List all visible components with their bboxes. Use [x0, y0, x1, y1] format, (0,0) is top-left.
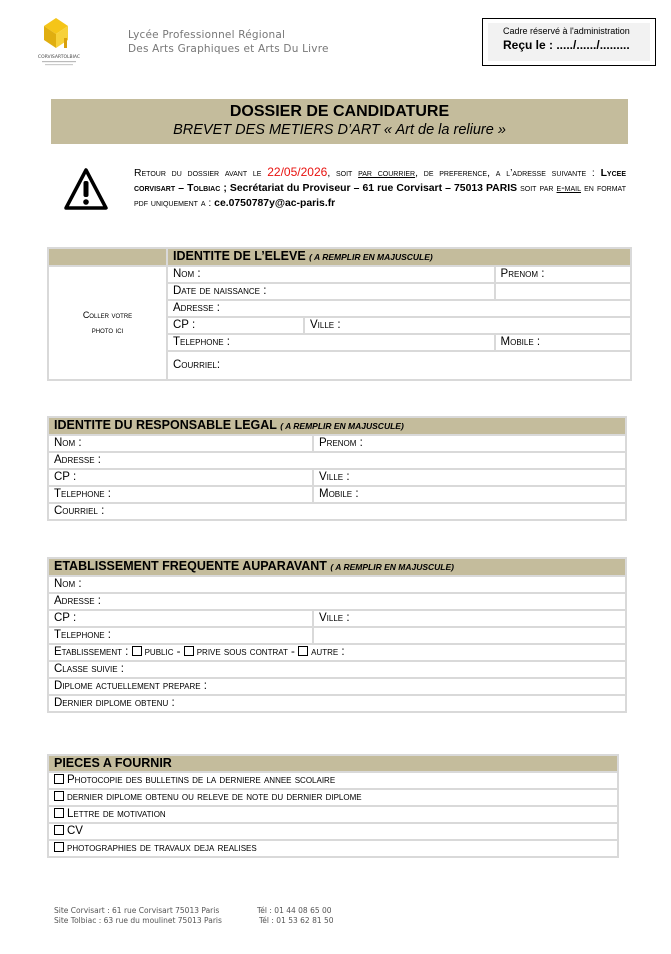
guardian-city-field[interactable]: Ville : — [313, 469, 626, 486]
document-checkbox[interactable] — [54, 825, 64, 835]
student-email-field[interactable]: Courriel: — [167, 351, 631, 380]
previous-school-table: ETABLISSEMENT FREQUENTE AUPARAVANT ( A REMPLIR EN MAJUSCULE) Nom : Adresse : CP : Ville : Telephone : Etablissement : public - prive sous contrat - autre : Classe suivie : Diplome actuellement prepare : Dernier diplome obtenu : — [47, 557, 627, 713]
guardian-section-title: IDENTITE DU RESPONSABLE LEGAL — [54, 418, 277, 432]
school-address-field[interactable]: Adresse : — [48, 593, 626, 610]
previous-school-section-title: ETABLISSEMENT FREQUENTE AUPARAVANT — [54, 559, 327, 573]
documents-table — [47, 754, 619, 858]
photo-placeholder[interactable]: Coller votre photo ici — [48, 266, 167, 380]
document-checkbox[interactable] — [54, 808, 64, 818]
student-phone-field[interactable]: Telephone : — [167, 334, 495, 351]
student-mobile-field[interactable]: Mobile : — [495, 334, 631, 351]
class-field[interactable]: Classe suivie : — [48, 661, 626, 678]
document-checkbox[interactable] — [54, 774, 64, 784]
document-item[interactable]: CV — [48, 823, 618, 840]
title-banner — [51, 99, 628, 144]
return-notice: Retour du dossier avant le 22/05/2026, soit par courrier, de preference, a l’adresse suivante : Lycee corvisart – Tolbiac ; Secrétariat du Proviseur – 61 rue Corvisart – 75013 PARIS soit par e-mail en format pdf uniquement a : ce.0750787y@ac-paris.fr — [134, 165, 626, 209]
document-item[interactable]: dernier diplome obtenu ou releve de note du dernier diplome — [48, 789, 618, 806]
student-city-field[interactable]: Ville : — [304, 317, 631, 334]
current-diploma-field[interactable]: Diplome actuellement prepare : — [48, 678, 626, 695]
address-rest: ; Secrétariat du Proviseur – 61 rue Corvisart – 75013 PARIS — [220, 183, 518, 194]
address-school: Lycee corvisart – Tolbiac — [134, 168, 626, 194]
footer-site-1: Site Corvisart : 61 rue Corvisart 75013 Paris — [54, 906, 220, 915]
public-checkbox[interactable] — [132, 646, 142, 656]
school-city-field[interactable]: Ville : — [313, 610, 626, 627]
guardian-phone-field[interactable]: Telephone : — [48, 486, 313, 503]
school-type-field: Etablissement : public - prive sous contrat - autre : — [48, 644, 626, 661]
guardian-address-field[interactable]: Adresse : — [48, 452, 626, 469]
admin-received: Reçu le : ...../....../......... — [503, 38, 630, 52]
contact-email[interactable]: ce.0750787y@ac-paris.fr — [214, 198, 336, 209]
private-checkbox[interactable] — [184, 646, 194, 656]
school-phone-field[interactable]: Telephone : — [48, 627, 313, 644]
warning-icon — [63, 167, 109, 216]
student-identity-table: IDENTITE DE L’ELEVE ( A REMPLIR EN MAJUSCULE) Coller votre photo ici Nom : Prenom : Date de naissance : Adresse : CP : Ville : Telephone : Mobile : Courriel: — [47, 247, 632, 381]
guardian-cp-field[interactable]: CP : — [48, 469, 313, 486]
last-diploma-field[interactable]: Dernier diplome obtenu : — [48, 695, 626, 712]
deadline-date: 22/05/2026 — [267, 165, 328, 179]
student-prenom-field[interactable]: Prenom : — [495, 266, 631, 283]
footer — [54, 906, 334, 926]
document-item[interactable]: Lettre de motivation — [48, 806, 618, 823]
guardian-email-field[interactable]: Courriel : — [48, 503, 626, 520]
admin-caption: Cadre réservé à l'administration — [503, 26, 630, 36]
student-cp-field[interactable]: CP : — [167, 317, 304, 334]
student-birthdate-field[interactable]: Date de naissance : — [167, 283, 495, 300]
other-checkbox[interactable] — [298, 646, 308, 656]
student-address-field[interactable]: Adresse : — [167, 300, 631, 317]
documents-section-title: PIECES A FOURNIR — [48, 755, 618, 772]
school-cp-field[interactable]: CP : — [48, 610, 313, 627]
document-item[interactable]: Photocopie des bulletins de la derniere annee scolaire — [48, 772, 618, 789]
student-nom-field[interactable]: Nom : — [167, 266, 495, 283]
footer-site-2: Site Tolbiac : 63 rue du moulinet 75013 Paris — [54, 916, 222, 925]
footer-tel-2: Tél : 01 53 62 81 50 — [259, 916, 334, 925]
document-checkbox[interactable] — [54, 842, 64, 852]
page-subtitle: BREVET DES METIERS D’ART « Art de la reliure » — [173, 122, 506, 138]
school-logo — [28, 14, 90, 70]
admin-box — [482, 18, 656, 66]
guardian-mobile-field[interactable]: Mobile : — [313, 486, 626, 503]
school-name — [128, 28, 329, 56]
page-title: DOSSIER DE CANDIDATURE — [229, 103, 450, 120]
school-line-1: Lycée Professionnel Régional — [128, 29, 286, 41]
guardian-identity-table: IDENTITE DU RESPONSABLE LEGAL ( A REMPLIR EN MAJUSCULE) Nom : Prenom : Adresse : CP : Ville : Telephone : Mobile : Courriel : — [47, 416, 627, 521]
student-section-title: IDENTITE DE L’ELEVE — [173, 249, 306, 263]
guardian-nom-field[interactable]: Nom : — [48, 435, 313, 452]
logo-text: CORVISARTOLBIAC — [37, 55, 81, 60]
school-nom-field[interactable]: Nom : — [48, 576, 626, 593]
document-checkbox[interactable] — [54, 791, 64, 801]
school-line-2: Des Arts Graphiques et Arts Du Livre — [128, 43, 329, 55]
footer-tel-1: Tél : 01 44 08 65 00 — [257, 906, 332, 915]
guardian-prenom-field[interactable]: Prenom : — [313, 435, 626, 452]
document-item[interactable]: photographies de travaux deja realises — [48, 840, 618, 857]
